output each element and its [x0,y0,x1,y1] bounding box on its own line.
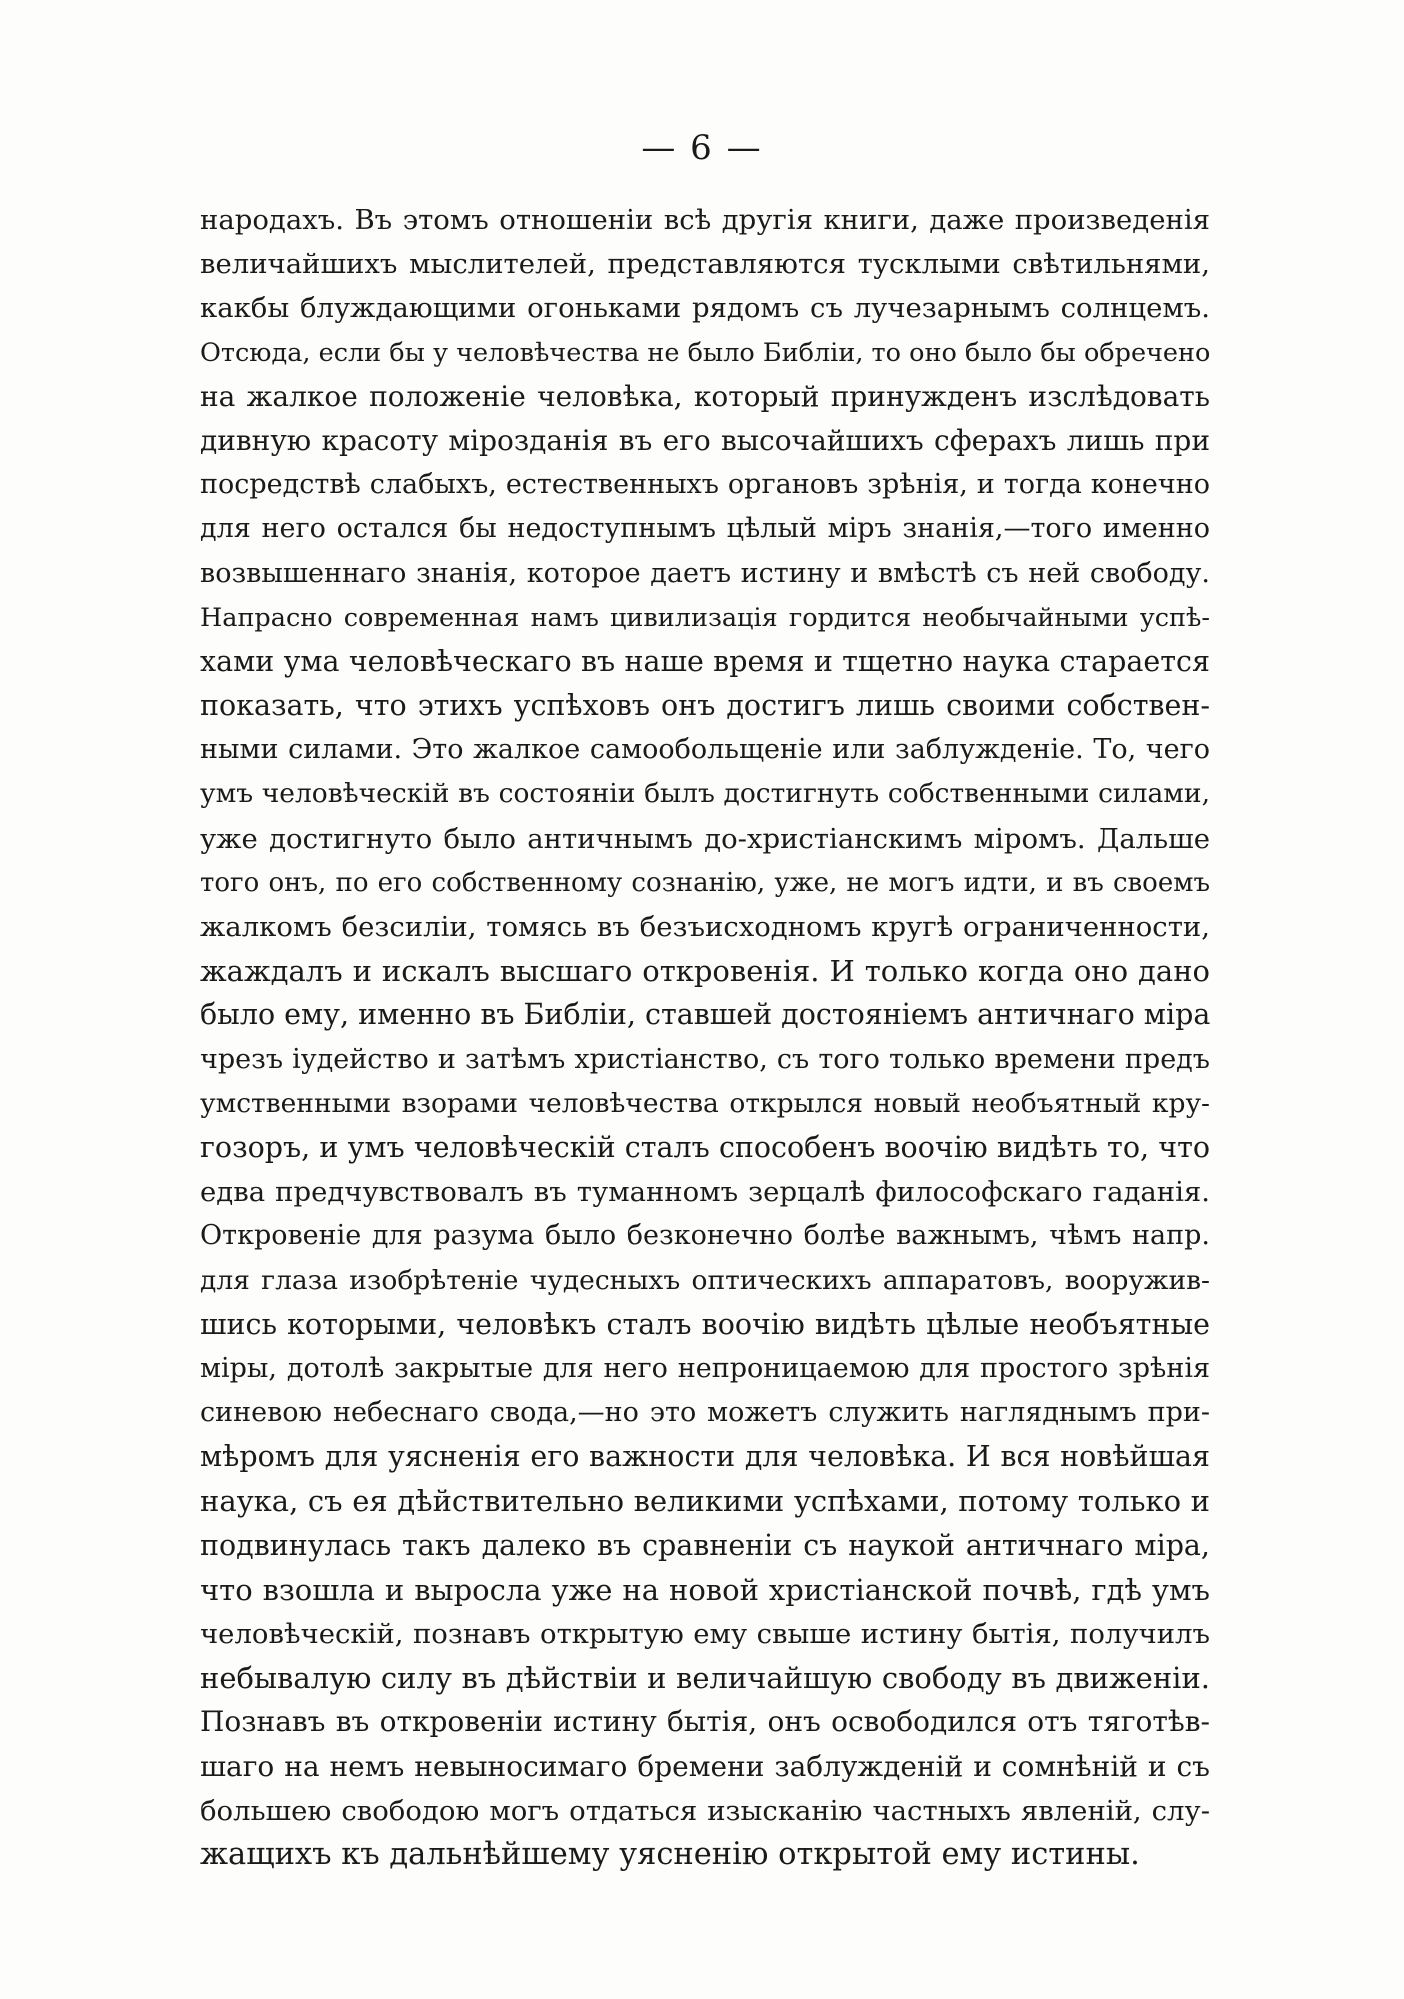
text-line: какбы блуждающими огоньками рядомъ съ лучезарнымъ солнцемъ. [200,292,1210,325]
text-line: возвышеннаго знанія, которое даетъ истину и вмѣстѣ съ ней свободу. [200,557,1210,589]
text-line: жащихъ къ дальнѣйшему уясненію открытой ему истины. [200,1836,1140,1872]
text-line: гозоръ, и умъ человѣческій сталъ способенъ воочію видѣть то, что [200,1130,1210,1164]
text-line: показать, что этихъ успѣховъ онъ достигъ лишь своими собствен- [200,689,1210,723]
page-number: — 6 — [641,128,763,168]
text-line: для него остался бы недоступнымъ цѣлый міръ знанія,—того именно [200,513,1210,545]
text-line: уже достигнуто было античнымъ до-христіанскимъ міромъ. Дальше [200,822,1210,855]
text-line: Напрасно современная намъ цивилизація гордится необычайными успѣ- [200,602,1210,633]
text-line: человѣческій, познавъ открытую ему свыше истину бытія, получилъ [200,1618,1210,1650]
text-line: Откровеніе для разума было безконечно болѣе важнымъ, чѣмъ напр. [200,1220,1210,1252]
text-line: жалкомъ безсиліи, томясь въ безъисходномъ кругѣ ограниченности, [200,911,1210,943]
text-line: на жалкое положеніе человѣка, который принужденъ изслѣдовать [200,379,1210,413]
text-line: мѣромъ для уясненія его важности для человѣка. И вся новѣйшая [200,1440,1210,1474]
text-line: было ему, именно въ Библіи, ставшей достояніемъ античнаго міра [200,998,1210,1032]
text-line: міры, дотолѣ закрытые для него непроницаемою для простого зрѣнія [200,1352,1210,1384]
text-line: небывалую силу въ дѣйствіи и величайшую свободу въ движеніи. [200,1661,1210,1696]
text-line: синевою небеснаго свода,—но это можетъ служить нагляднымъ при- [200,1397,1210,1429]
text-line: умственными взорами человѣчества открылся новый необъятный кру- [200,1087,1210,1119]
text-line: что взошла и выросла уже на новой христіанской почвѣ, гдѣ умъ [200,1572,1210,1607]
text-line: ными силами. Это жалкое самообольщеніе или заблужденіе. То, чего [200,734,1210,766]
text-line: величайшихъ мыслителей, представляются тусклыми свѣтильнями, [200,248,1210,281]
text-line: наука, съ ея дѣйствительно великими успѣхами, потому только и [200,1484,1210,1519]
text-line: для глаза изобрѣтеніе чудесныхъ оптическихъ аппаратовъ, вооружив- [200,1264,1210,1296]
text-line: народахъ. Въ этомъ отношеніи всѣ другія книги, даже произведенія [200,204,1210,236]
text-line: шись которыми, человѣкъ сталъ воочію видѣть цѣлые необъятные [200,1307,1210,1341]
text-line: умъ человѣческій въ состояніи былъ достигнуть собственными силами, [200,778,1210,810]
text-line: посредствѣ слабыхъ, естественныхъ органовъ зрѣнія, и тогда конечно [200,469,1210,501]
text-line: подвинулась такъ далеко въ сравненіи съ наукой античнаго міра, [200,1528,1210,1562]
text-line: чрезъ іудейство и затѣмъ христіанство, съ того только времени предъ [200,1043,1210,1075]
text-line: дивную красоту мірозданія въ его высочайшихъ сферахъ лишь при [200,423,1210,457]
text-line: большею свободою могъ отдаться изысканію частныхъ явленій, слу- [200,1794,1210,1827]
text-line: шаго на немъ невыносимаго бремени заблужденій и сомнѣній и съ [200,1749,1210,1783]
text-line: Отсюда, если бы у человѣчества не было Библіи, то оно было бы обречено [200,337,1210,368]
text-line: того онъ, по его собственному сознанію, уже, не могъ идти, и въ своемъ [200,867,1210,898]
text-line: Познавъ въ откровеніи истину бытія, онъ освободился отъ тяготѣв- [200,1705,1210,1739]
text-line: хами ума человѣческаго въ наше время и тщетно наука старается [200,644,1210,678]
text-line: едва предчувствовалъ въ туманномъ зерцалѣ философскаго гаданія. [200,1176,1210,1209]
text-line: жаждалъ и искалъ высшаго откровенія. И только когда оно дано [200,954,1210,989]
body-text [200,198,1210,1877]
